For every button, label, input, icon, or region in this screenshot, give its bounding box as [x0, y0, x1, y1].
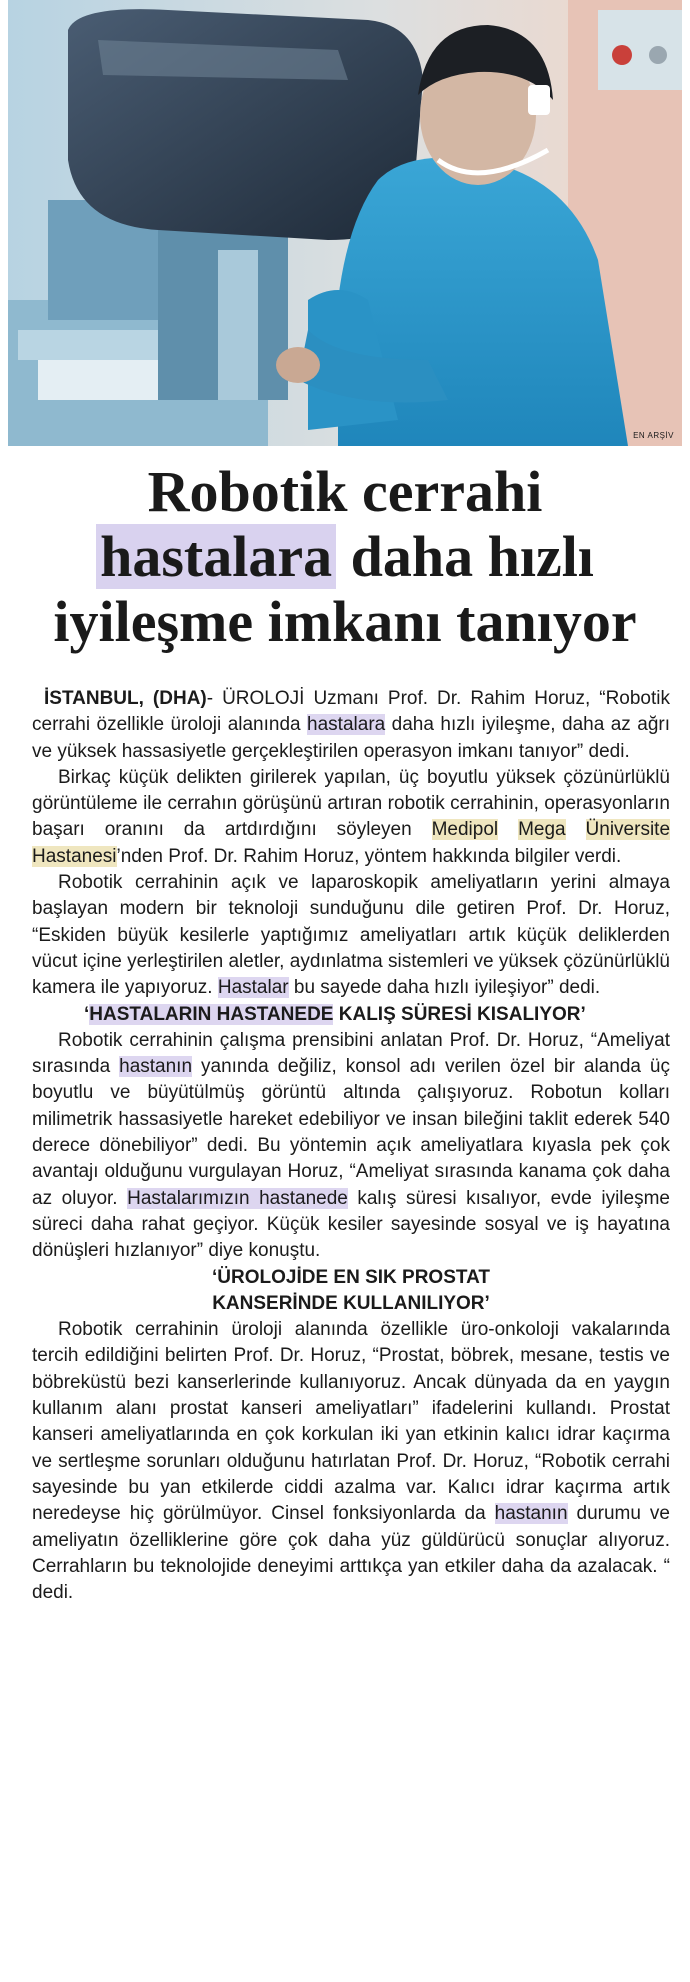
- p2-space: [498, 819, 518, 840]
- highlight-term: hastalara: [307, 714, 386, 736]
- headline-highlight: hastalara: [96, 524, 336, 589]
- surgeon-console-image: [8, 0, 682, 446]
- photo-credit: EN ARŞİV: [633, 431, 674, 440]
- p4-text-c: kalış süresi kısalıyor, evde iyileşme süreci daha rahat geçiyor. Küçük kesiler sayesinde sosyal ve iş hayatına dönüşleri hızlanıyor” diye konuştu.: [32, 1187, 670, 1262]
- p2-space: [566, 819, 586, 840]
- highlight-term: Üniversite: [585, 819, 671, 841]
- p2-text-b: ’nden Prof. Dr. Rahim Horuz, yöntem hakkında bilgiler verdi.: [116, 845, 622, 867]
- headline-line-3: iyileşme imkanı tanıyor: [53, 589, 637, 654]
- p1-text-b: daha hızlı iyileşme, daha az ağrı ve yüksek hassasiyetle gerçekleştirilen operasyon imkanı tanıyor” dedi.: [32, 714, 670, 762]
- headline-line-1: Robotik cerrahi: [147, 459, 543, 524]
- subheading-2-line-1: ‘ÜROLOJİDE EN SIK PROSTAT: [212, 1266, 490, 1288]
- headline-line-2-rest: daha hızlı: [336, 524, 594, 589]
- p4-text-a: Robotik cerrahinin çalışma prensibini anlatan Prof. Dr. Horuz, “Ameliyat sırasında: [32, 1029, 670, 1078]
- dateline: İSTANBUL, (DHA): [44, 688, 207, 709]
- p3-text-a: Robotik cerrahinin açık ve laparoskopik ameliyatların yerini almaya başlayan modern bir teknoloji sunduğunu dile getiren Prof. Dr. Horuz, “Eskiden büyük kesilerle yaptığımız ameliyatları artık küçük deliklerden vücut içine yerleştirilen aletler, aydınlatma sistemleri ve yüksek çözünürlüklü kamera ile yapıyoruz.: [32, 872, 670, 999]
- p3-text-b: bu sayede daha hızlı iyileşiyor” dedi.: [288, 977, 601, 999]
- highlight-term: hastanın: [119, 1056, 193, 1078]
- subheading-1: [32, 1002, 670, 1028]
- article-photo: [8, 0, 682, 446]
- p1-text-a: - ÜROLOJİ Uzmanı Prof. Dr. Rahim Horuz, “Robotik cerrahi özellikle üroloji alanında: [32, 688, 670, 736]
- headline-line-2: [0, 524, 690, 589]
- subheading-2-line-2: KANSERİNDE KULLANILIYOR’: [212, 1292, 490, 1314]
- highlight-term: HASTALARIN HASTANEDE: [89, 1003, 334, 1025]
- highlight-term: Medipol: [431, 819, 499, 841]
- headline: [0, 446, 690, 684]
- subheading-quote: ‘: [84, 1003, 90, 1025]
- paragraph-5: [32, 1317, 670, 1606]
- p4-text-b: yanında değiliz, konsol adı verilen özel bir alanda üç boyutlu ve büyütülmüş görüntü altında çalışıyoruz. Robotun kolları milimetrik hassasiyetle hareket edebiliyor ve insan bileğini taklit ederek 540 derece dönebiliyor” dedi. Bu yöntemin açık ameliyatlara kıyasla pek çok avantajı olduğunu vurgulayan Horuz, “Ameliyat sırasında kanama çok daha az oluyor.: [32, 1056, 670, 1209]
- highlight-term: hastanın: [494, 1503, 568, 1525]
- subheading-1-rest: KALIŞ SÜRESİ KISALIYOR’: [333, 1003, 586, 1025]
- paragraph-1: [32, 686, 670, 765]
- p5-text-a: Robotik cerrahinin üroloji alanında özellikle üro-onkoloji vakalarında tercih edildiğini belirten Prof. Dr. Horuz, “Prostat, böbrek, mesane, testis ve böbreküstü bezi kanserlerinde kullanıyoruz. Ancak dünyada da en yaygın kullanım alanı prostat kanseri ameliyatları” ifadelerini kullandı. Prostat kanseri ameliyatlarında en çok korkulan iki yan etkinin kalıcı idrar kaçırma ve sertleşme sorunları olduğunu hatırlatan Prof. Dr. Horuz, “Robotik cerrahi sayesinde bu yan etkilerde ciddi azalma var. Kalıcı idrar kaçırma artık neredeyse hiç görülmüyor. Cinsel fonksiyonlarda da: [32, 1319, 670, 1525]
- highlight-term: Hastalarımızın hastanede: [127, 1187, 348, 1209]
- p2-text-a: Birkaç küçük delikten girilerek yapılan, üç boyutlu yüksek çözünürlüklü görüntüleme ile cerrahın görüşünü artıran robotik cerrahinin, operasyonların başarı oranını da artdırdığını söyleyen: [32, 766, 670, 841]
- paragraph-2: [32, 765, 670, 870]
- p5-text-b: durumu ve ameliyatın özelliklerine göre çok daha yüz güldürücü sonuçlar alıyoruz. Cerrahların bu teknolojide deneyimi arttıkça yan etkiler daha da azalacak. “ dedi.: [32, 1503, 671, 1604]
- highlight-term: Mega: [518, 819, 566, 841]
- subheading-2: [32, 1265, 670, 1318]
- paragraph-3: [32, 870, 670, 1001]
- article-body: [32, 686, 670, 1606]
- paragraph-4: [32, 1028, 670, 1265]
- highlight-term: Hastalar: [217, 977, 289, 999]
- highlight-term: Hastanesi: [32, 845, 117, 867]
